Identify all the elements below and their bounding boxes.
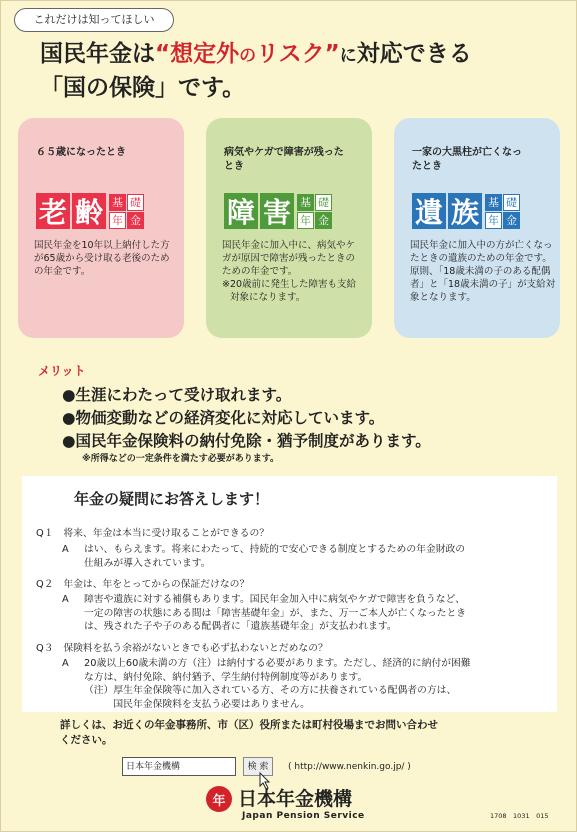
document-code: 1708 1031 015	[490, 812, 549, 820]
logo-name: 日本年金機構	[238, 788, 353, 810]
faq-answer: はい、もらえます。将来にわたって、持続的で安心できる制度とするための年金財政の 仕組みが導入されています。	[84, 544, 466, 569]
card-title: 病気やケガで障害が残ったとき	[224, 147, 344, 172]
card-label: 老 齢 基 礎 年 金	[36, 193, 144, 229]
faq-answer-label: A	[62, 594, 69, 605]
merit-item: ●国民年金保険料の納付免除・猶予制度があります。	[62, 432, 431, 450]
merit-item: ●生涯にわたって受け取れます。	[62, 386, 292, 404]
logo-english: Japan Pension Service	[242, 811, 365, 821]
faq-answer: 20歳以上60歳未満の方（注）は納付する必要があります。ただし、経済的に納付が困難 な方は、納付免除、納付猶予、学生納付特例制度等があります。 （注）厚生年金保険等に加入されている方、その方に扶養されている配偶者の方は、 国民年金保険料を支払う必要はありません。	[84, 658, 471, 710]
card-description: 国民年金を10年以上納付した方が65歳から受け取る老後のための年金です。	[34, 240, 170, 277]
card-description: 国民年金に加入中に、病気やケガが原因で障害が残ったときのための年金です。 ※20歳前に発生した障害も支給対象になります。	[222, 240, 357, 303]
card-title: ６５歳になったとき	[36, 147, 126, 158]
faq-answer: 障害や遺族に対する補償もあります。国民年金加入中に病気やケガで障害を負うなど、 一定の障害の状態にある間は「障害基礎年金」が、また、万一ご本人が亡くなったとき は、残された子や子のある配偶者に「遺族基礎年金」が支払われます。	[84, 594, 467, 632]
faq-title: 年金の疑問にお答えします！	[74, 490, 270, 508]
faq-question: Q３ 保険料を払う余裕がないときでも必ず払わないとだめなの？	[36, 643, 328, 654]
search-input[interactable]: 日本年金機構	[122, 757, 236, 776]
search-button[interactable]: 検 索	[243, 757, 273, 776]
faq-section	[22, 476, 557, 712]
merit-item: ●物価変動などの経済変化に対応しています。	[62, 409, 385, 427]
page-title: 国民年金は“想定外のリスク”に対応できる 「国の保険」です。	[40, 41, 472, 101]
faq-answer-label: A	[62, 658, 69, 669]
faq-question: Q２ 年金は、年をとってからの保証だけなの？	[36, 579, 250, 590]
card-label: 障 害 基 礎 年 金	[224, 193, 332, 229]
merit-heading: メリット	[38, 364, 86, 378]
jps-logo-icon: 年	[206, 786, 232, 812]
faq-answer-label: A	[62, 544, 69, 555]
card-description: 国民年金に加入中の方が亡くなったときの遺族のための年金です。 原則、「18歳未満の子のある配偶者」と「18歳未満の子」が支給対象となります。	[410, 240, 556, 303]
contact-info: 詳しくは、お近くの年金事務所、市（区）役所または町村役場までお問い合わせ ください。	[60, 719, 438, 746]
merit-note: ※所得などの一定条件を満たす必要があります。	[82, 454, 280, 464]
card-old-age	[18, 118, 184, 338]
faq-question: Q１ 将来、年金は本当に受け取ることができるの？	[36, 528, 270, 539]
card-title: 一家の大黒柱が亡くなったとき	[412, 147, 522, 172]
card-disability	[206, 118, 372, 338]
card-survivor	[394, 118, 560, 338]
card-label: 遺 族 基 礎 年 金	[412, 193, 520, 229]
intro-bubble: これだけは知ってほしい	[14, 8, 174, 32]
website-url[interactable]: ( http://www.nenkin.go.jp/ )	[288, 762, 411, 772]
